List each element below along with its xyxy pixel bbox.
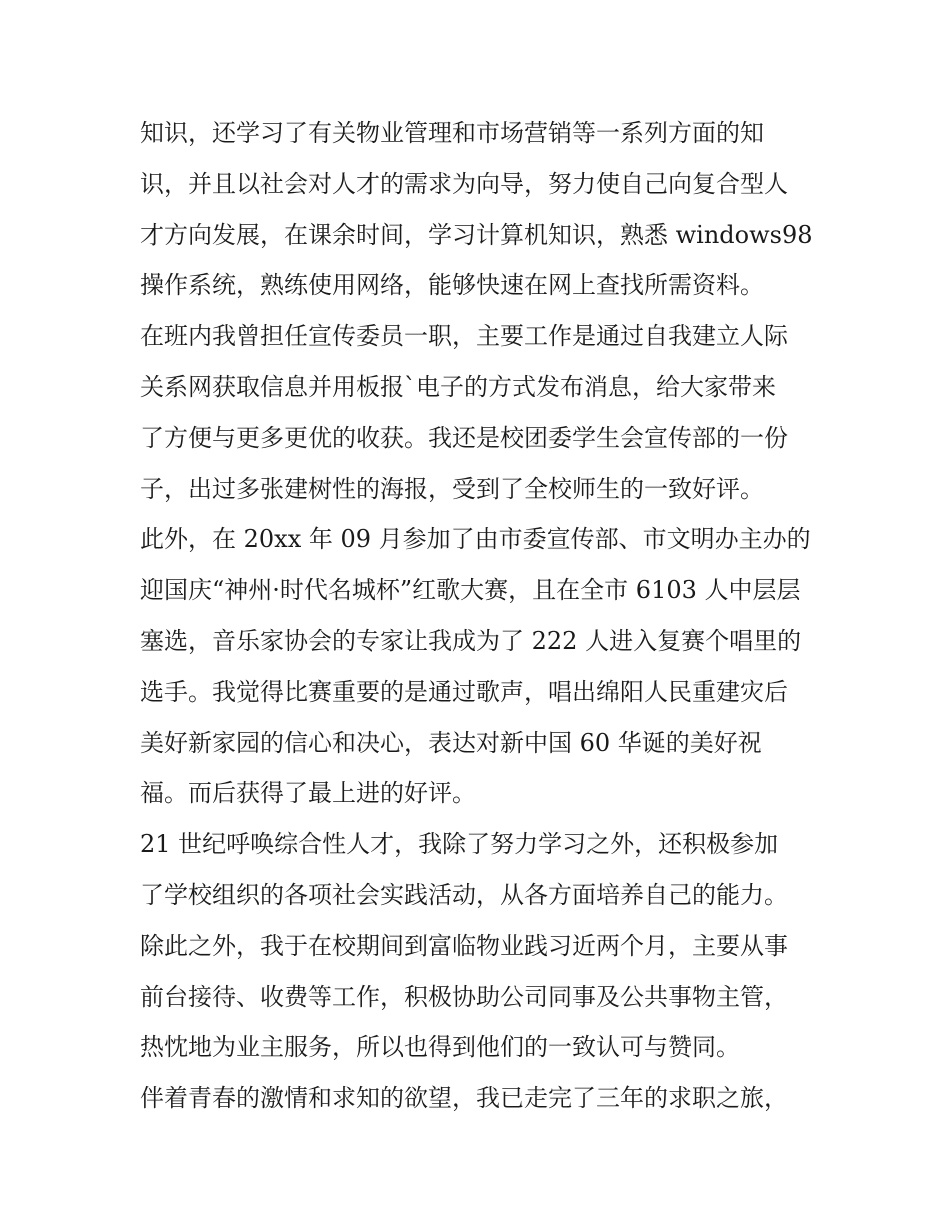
text-line: 才方向发展，在课余时间，学习计算机知识，熟悉 windows98 xyxy=(140,220,813,249)
text-line: 此外，在 20xx 年 09 月参加了由市委宣传部、市文明办主办的 xyxy=(140,525,811,554)
text-line: 了学校组织的各项社会实践活动，从各方面培养自己的能力。 xyxy=(140,880,788,909)
text-line: 操作系统，熟练使用网络，能够快速在网上查找所需资料。 xyxy=(140,271,764,300)
text-line: 塞选，音乐家协会的专家让我成为了 222 人进入复赛个唱里的 xyxy=(140,626,802,655)
text-line: 选手。我觉得比赛重要的是通过歌声，唱出绵阳人民重建灾后 xyxy=(140,677,788,706)
text-line: 知识，还学习了有关物业管理和市场营销等一系列方面的知 xyxy=(140,119,764,147)
text-line: 子，出过多张建树性的海报，受到了全校师生的一致好评。 xyxy=(140,474,764,503)
text-line: 除此之外，我于在校期间到富临物业践习近两个月，主要从事 xyxy=(140,931,788,960)
text-line: 识，并且以社会对人才的需求为向导，努力使自己向复合型人 xyxy=(140,169,788,198)
body-text xyxy=(140,108,820,1124)
text-line: 福。而后获得了最上进的好评。 xyxy=(140,779,476,808)
text-line: 伴着青春的激情和求知的欲望，我已走完了三年的求职之旅， xyxy=(140,1084,788,1113)
text-line: 前台接待、收费等工作，积极协助公司同事及公共事物主管， xyxy=(140,982,788,1011)
text-line: 美好新家园的信心和决心，表达对新中国 60 华诞的美好祝 xyxy=(140,728,762,757)
text-line: 热忱地为业主服务，所以也得到他们的一致认可与赞同。 xyxy=(140,1033,740,1062)
text-line: 21 世纪呼唤综合性人才，我除了努力学习之外，还积极参加 xyxy=(140,830,779,859)
text-line: 在班内我曾担任宣传委员一职，主要工作是通过自我建立人际 xyxy=(140,322,788,351)
text-line: 迎国庆“神州·时代名城杯”红歌大赛，且在全市 6103 人中层层 xyxy=(140,576,801,605)
text-line: 关系网获取信息并用板报`电子的方式发布消息，给大家带来 xyxy=(140,372,776,401)
text-line: 了方便与更多更优的收获。我还是校团委学生会宣传部的一份 xyxy=(140,423,788,452)
